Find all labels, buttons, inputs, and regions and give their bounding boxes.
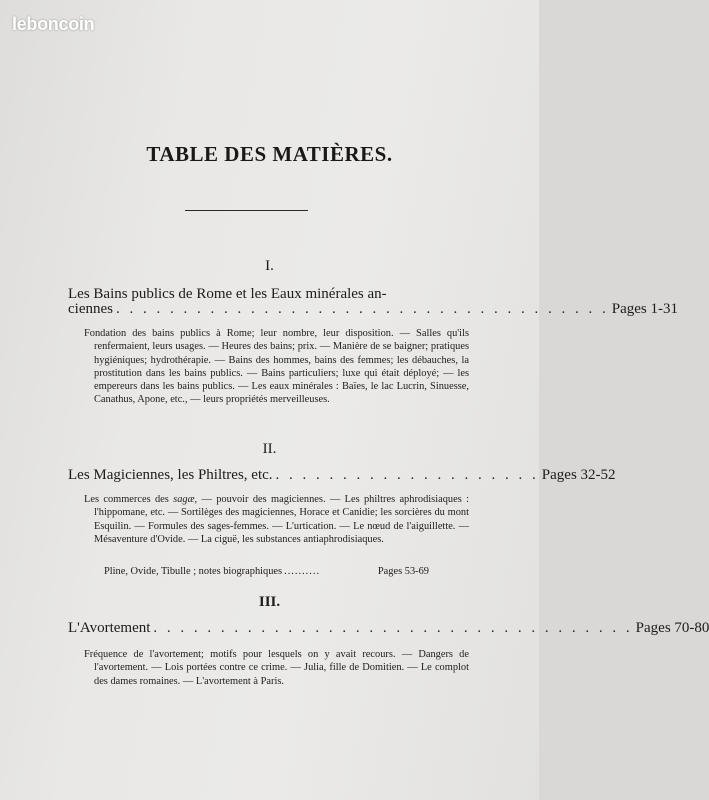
section-2-heading-text: Les Magiciennes, les Philtres, etc. xyxy=(68,467,273,483)
section-2-subentry xyxy=(104,566,429,577)
page-title: TABLE DES MATIÈRES. xyxy=(146,142,393,166)
section-2-description xyxy=(84,493,469,546)
section-1-numeral: I. xyxy=(265,258,274,274)
leader-dots: .......... xyxy=(284,566,321,577)
section-3-description-text: Fréquence de l'avortement; motifs pour lesquels on y avait recours. — Dangers de l'avortement. — Lois portées contre ce crime. — Julia, fille de Domitien. — Le complot des dames romaines. — L'avortement à Paris. xyxy=(84,649,469,687)
section-2-subentry-label: Pline, Ovide, Tibulle ; notes biographiques xyxy=(104,566,283,577)
section-3-heading-text: L'Avortement xyxy=(68,620,151,636)
section-3-pages: Pages 70-80 xyxy=(635,620,709,636)
section-2-subentry-pages: Pages 53-69 xyxy=(377,566,429,577)
section-1-heading-end: ciennes xyxy=(68,301,113,317)
section-2-pages: Pages 32-52 xyxy=(541,467,616,483)
section-3-description xyxy=(84,648,469,688)
leader-dots: . . . . . . . . . . . . . . . . . . . . . . . . . . . . . . . . . . . . . xyxy=(115,301,609,317)
title-divider xyxy=(185,210,308,211)
leboncoin-watermark: leboncoin xyxy=(12,14,95,34)
section-1-description-text: Fondation des bains publics à Rome; leur nombre, leur disposition. — Salles qu'ils renfermaient, leurs usages. — Heures des bains; prix. — Manière de se baigner; pratiques hygiéniques; hydrothérapie. — Bains des hommes, bains des femmes; les débauches, la prostitution dans les bains publics. — Bains particuliers; luxe qui était déployé; — les empereurs dans les bains publics. — Les eaux minérales : Baïes, le lac Lucrin, Sinuesse, Canathus, Apone, etc., — leurs propriétés merveilleuses. xyxy=(84,328,469,406)
section-1-heading-line2 xyxy=(68,301,678,318)
section-2-description-text: Les commerces des sagæ, — pouvoir des magiciennes. — Les philtres aphrodisiaques : l'hippomane, etc. — Sortilèges des magiciennes, Horace et Canidie; les sorcières du mont Esquilin. — Formules des sages-femmes. — L'urtication. — Le nœud de l'aiguillette. — Mésaventure d'Ovide. — La ciguë, les substances antiaphrodisiaques. xyxy=(84,494,469,545)
section-2-heading xyxy=(68,467,616,484)
leader-dots: . . . . . . . . . . . . . . . . . . . . xyxy=(275,467,539,483)
section-3-heading xyxy=(68,620,709,637)
sagae-term: sagæ xyxy=(173,494,195,505)
section-2-numeral: II. xyxy=(262,441,277,457)
section-1-heading-line1: Les Bains publics de Rome et les Eaux minérales an- xyxy=(68,286,387,302)
section-1-description xyxy=(84,327,469,407)
section-3-numeral: III. xyxy=(258,594,281,610)
section-1-pages: Pages 1-31 xyxy=(611,301,678,317)
leader-dots: . . . . . . . . . . . . . . . . . . . . . . . . . . . . . . . . . . . . xyxy=(153,620,633,636)
